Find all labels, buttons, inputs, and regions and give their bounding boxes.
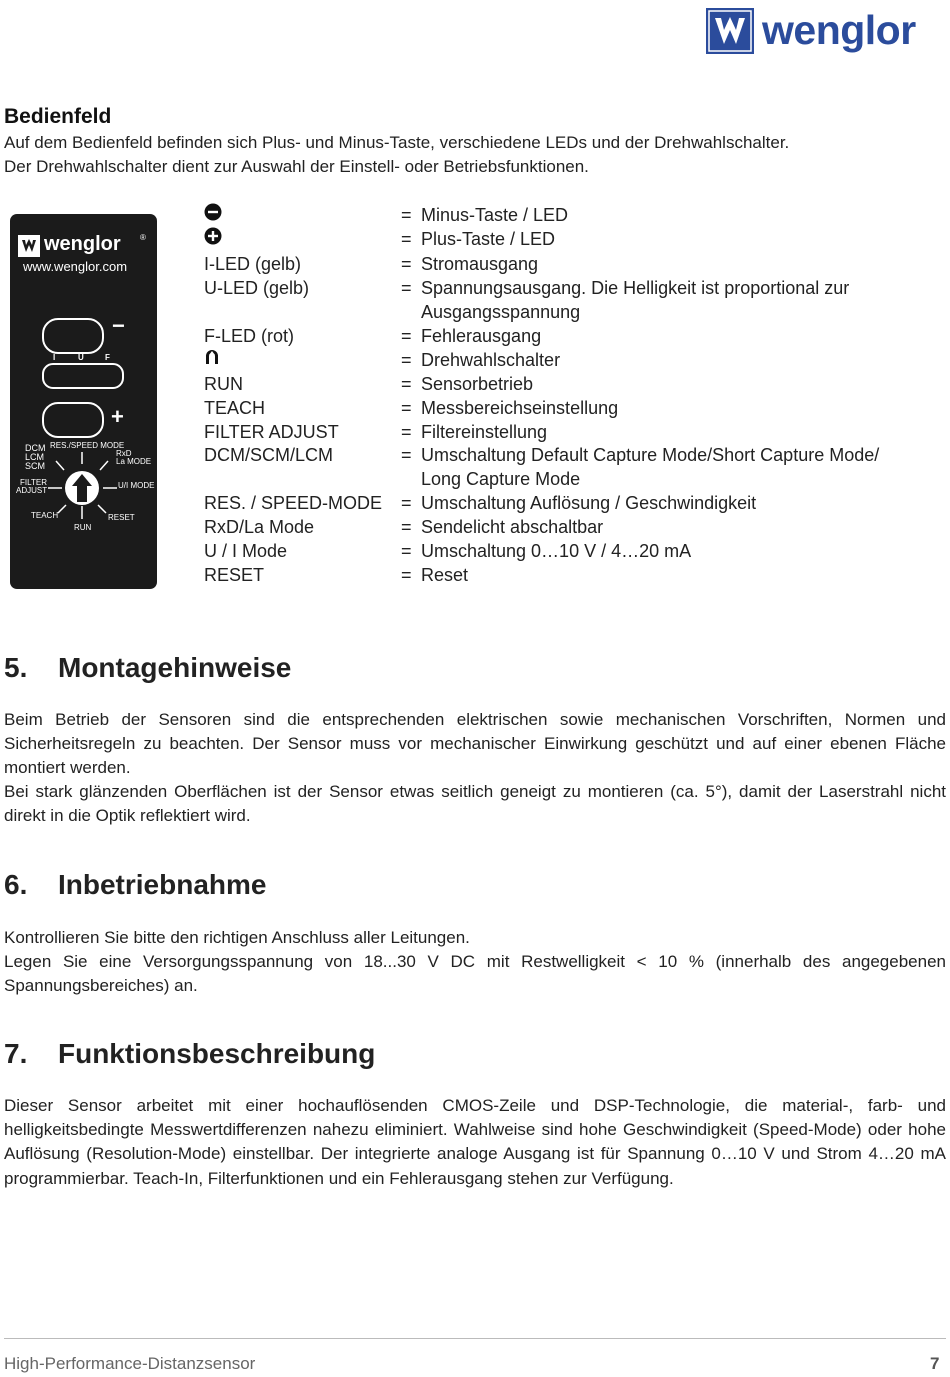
equals-sign: =	[401, 398, 412, 418]
legend-value	[401, 203, 941, 227]
control-panel-graphic	[10, 214, 157, 589]
equals-sign: =	[401, 350, 412, 370]
legend-value	[401, 443, 941, 491]
legend-value	[401, 563, 941, 587]
wenglor-logo-icon	[706, 8, 754, 54]
equals-sign: =	[401, 517, 412, 537]
run-label: RUN	[74, 523, 92, 532]
rotary-switch-icon	[204, 348, 220, 372]
res-speed-label: RES./SPEED MODE	[50, 441, 125, 450]
section-5-paragraph-1: Beim Betrieb der Sensoren sind die entsprechenden elektrischen sowie mechanischen Vorschriften, Normen und Sicherheitsregeln zu beachten. Der Sensor muss vor mechanischer Einwirkung geschützt und auf einer ebenen Fläche montiert werden.	[4, 710, 946, 778]
led-label-u: U	[78, 353, 84, 362]
footer-rule	[4, 1338, 946, 1339]
section-6-title: Inbetriebnahme	[58, 869, 267, 900]
legend-value	[401, 420, 941, 444]
led-label-f: F	[105, 353, 110, 362]
section-5-heading	[4, 652, 291, 684]
section-7-paragraph-1: Dieser Sensor arbeitet mit einer hochauflösenden CMOS-Zeile und DSP-Technologie, die material-, farb- und helligkeitsbedingte Messwertdifferenzen nahezu eliminiert. Wahlweise sind hohe Geschwindigkeit (Speed-Mode) oder hohe Auflösung (Resolution-Mode) einstellbar. Der integrierte analoge Ausgang ist für Spannung 0…10 V und Strom 4…20 mA programmierbar. Teach-In, Filterfunktionen und ein Fehlerausgang stehen zur Verfügung.	[4, 1096, 946, 1188]
legend-value	[401, 396, 941, 420]
legend-value-text: Filtereinstellung	[421, 422, 548, 442]
page-number: 7	[930, 1354, 940, 1373]
legend-key: FILTER ADJUST	[204, 422, 339, 442]
legend-value	[401, 324, 941, 348]
equals-sign: =	[401, 374, 412, 394]
equals-sign: =	[401, 445, 412, 465]
legend-value	[401, 348, 941, 372]
lcm-label: LCM	[25, 452, 45, 462]
minus-sign: −	[112, 313, 125, 338]
legend-value-text: Reset	[421, 565, 469, 585]
legend-value-text: Stromausgang	[421, 254, 539, 274]
scm-label: SCM	[25, 461, 45, 471]
legend-value-text: Sendelicht abschaltbar	[421, 517, 604, 537]
led-label-i: I	[53, 353, 56, 362]
section-6-number: 6.	[4, 869, 28, 900]
legend-value-text: Umschaltung 0…10 V / 4…20 mA	[421, 541, 692, 561]
legend-key: RUN	[204, 374, 243, 394]
section-6-heading	[4, 869, 266, 901]
section-7-title: Funktionsbeschreibung	[58, 1038, 376, 1069]
legend-key: DCM/SCM/LCM	[204, 445, 333, 465]
adjust-label: ADJUST	[16, 486, 48, 495]
legend-value-text: Umschaltung Auflösung / Geschwindigkeit	[421, 493, 757, 513]
legend-value	[401, 252, 941, 276]
panel-brand: wenglor	[44, 233, 121, 255]
legend-key: I-LED (gelb)	[204, 254, 302, 274]
section-5-number: 5.	[4, 652, 28, 683]
panel-url: www.wenglor.com	[23, 259, 128, 274]
legend-value-text: Spannungsausgang. Die Helligkeit ist proportional zur	[421, 278, 850, 298]
reset-label: RESET	[108, 513, 135, 522]
section-5-title: Montagehinweise	[58, 652, 292, 683]
equals-sign: =	[401, 422, 412, 442]
legend-value	[401, 491, 941, 515]
legend-key: U / I Mode	[204, 541, 288, 561]
legend-key: F-LED (rot)	[204, 326, 294, 346]
minus-icon	[204, 203, 222, 227]
legend-value-text: Fehlerausgang	[421, 326, 542, 346]
plus-sign: +	[111, 404, 124, 429]
legend-value	[401, 372, 941, 396]
legend-value-continuation: Ausgangsspannung	[421, 302, 581, 322]
equals-sign: =	[401, 278, 412, 298]
equals-sign: =	[401, 229, 412, 249]
legend-value-text: Messbereichseinstellung	[421, 398, 619, 418]
rotary-switch-icon[interactable]	[10, 214, 157, 589]
equals-sign: =	[401, 326, 412, 346]
section-6-paragraph-1: Kontrollieren Sie bitte den richtigen Anschluss aller Leitungen.	[4, 928, 470, 947]
equals-sign: =	[401, 493, 412, 513]
panel-registered-mark: ®	[140, 233, 146, 242]
section-5-paragraph-2: Bei stark glänzenden Oberflächen ist der Sensor etwas seitlich geneigt zu montieren (ca. 5°), damit der Laserstrahl nicht direkt in die Optik reflektiert wird.	[4, 782, 946, 826]
legend-value	[401, 227, 941, 251]
legend-key: U-LED (gelb)	[204, 278, 310, 298]
legend-value	[401, 515, 941, 539]
dcm-label: DCM	[25, 443, 46, 453]
legend-key: RxD/La Mode	[204, 517, 315, 537]
legend-value	[401, 539, 941, 563]
legend-key: TEACH	[204, 398, 266, 418]
equals-sign: =	[401, 205, 412, 225]
legend-value-text: Minus-Taste / LED	[421, 205, 569, 225]
legend-value	[401, 276, 941, 324]
equals-sign: =	[401, 254, 412, 274]
la-mode-label: La MODE	[116, 457, 152, 466]
section-7-number: 7.	[4, 1038, 28, 1069]
bedienfeld-line-2: Der Drehwahlschalter dient zur Auswahl der Einstell- oder Betriebsfunktionen.	[4, 157, 589, 176]
brand-name: wenglor	[762, 7, 916, 53]
legend-value-continuation: Long Capture Mode	[421, 469, 581, 489]
equals-sign: =	[401, 541, 412, 561]
equals-sign: =	[401, 565, 412, 585]
filter-label: FILTER	[20, 478, 47, 487]
legend-value-text: Plus-Taste / LED	[421, 229, 556, 249]
section-title-bedienfeld: Bedienfeld	[4, 105, 112, 128]
rxd-label: RxD	[116, 449, 132, 458]
legend-value-text: Umschaltung Default Capture Mode/Short Capture Mode/	[421, 445, 880, 465]
teach-label: TEACH	[31, 511, 59, 520]
section-6-paragraph-2: Legen Sie eine Versorgungsspannung von 18...30 V DC mit Restwelligkeit < 10 % (innerhalb des angegebenen Spannungsbereiches) an.	[4, 952, 946, 996]
wenglor-logo	[706, 8, 948, 56]
bedienfeld-line-1: Auf dem Bedienfeld befinden sich Plus- und Minus-Taste, verschiedene LEDs und der Drehwahlschalter.	[4, 133, 790, 152]
legend-key: RESET	[204, 565, 265, 585]
legend-value-text: Drehwahlschalter	[421, 350, 561, 370]
legend-value-text: Sensorbetrieb	[421, 374, 534, 394]
section-7-heading	[4, 1038, 375, 1070]
footer-title: High-Performance-Distanzsensor	[4, 1354, 256, 1373]
ui-mode-label: U/I MODE	[118, 481, 155, 490]
plus-icon	[204, 227, 222, 251]
legend-key: RES. / SPEED-MODE	[204, 493, 383, 513]
